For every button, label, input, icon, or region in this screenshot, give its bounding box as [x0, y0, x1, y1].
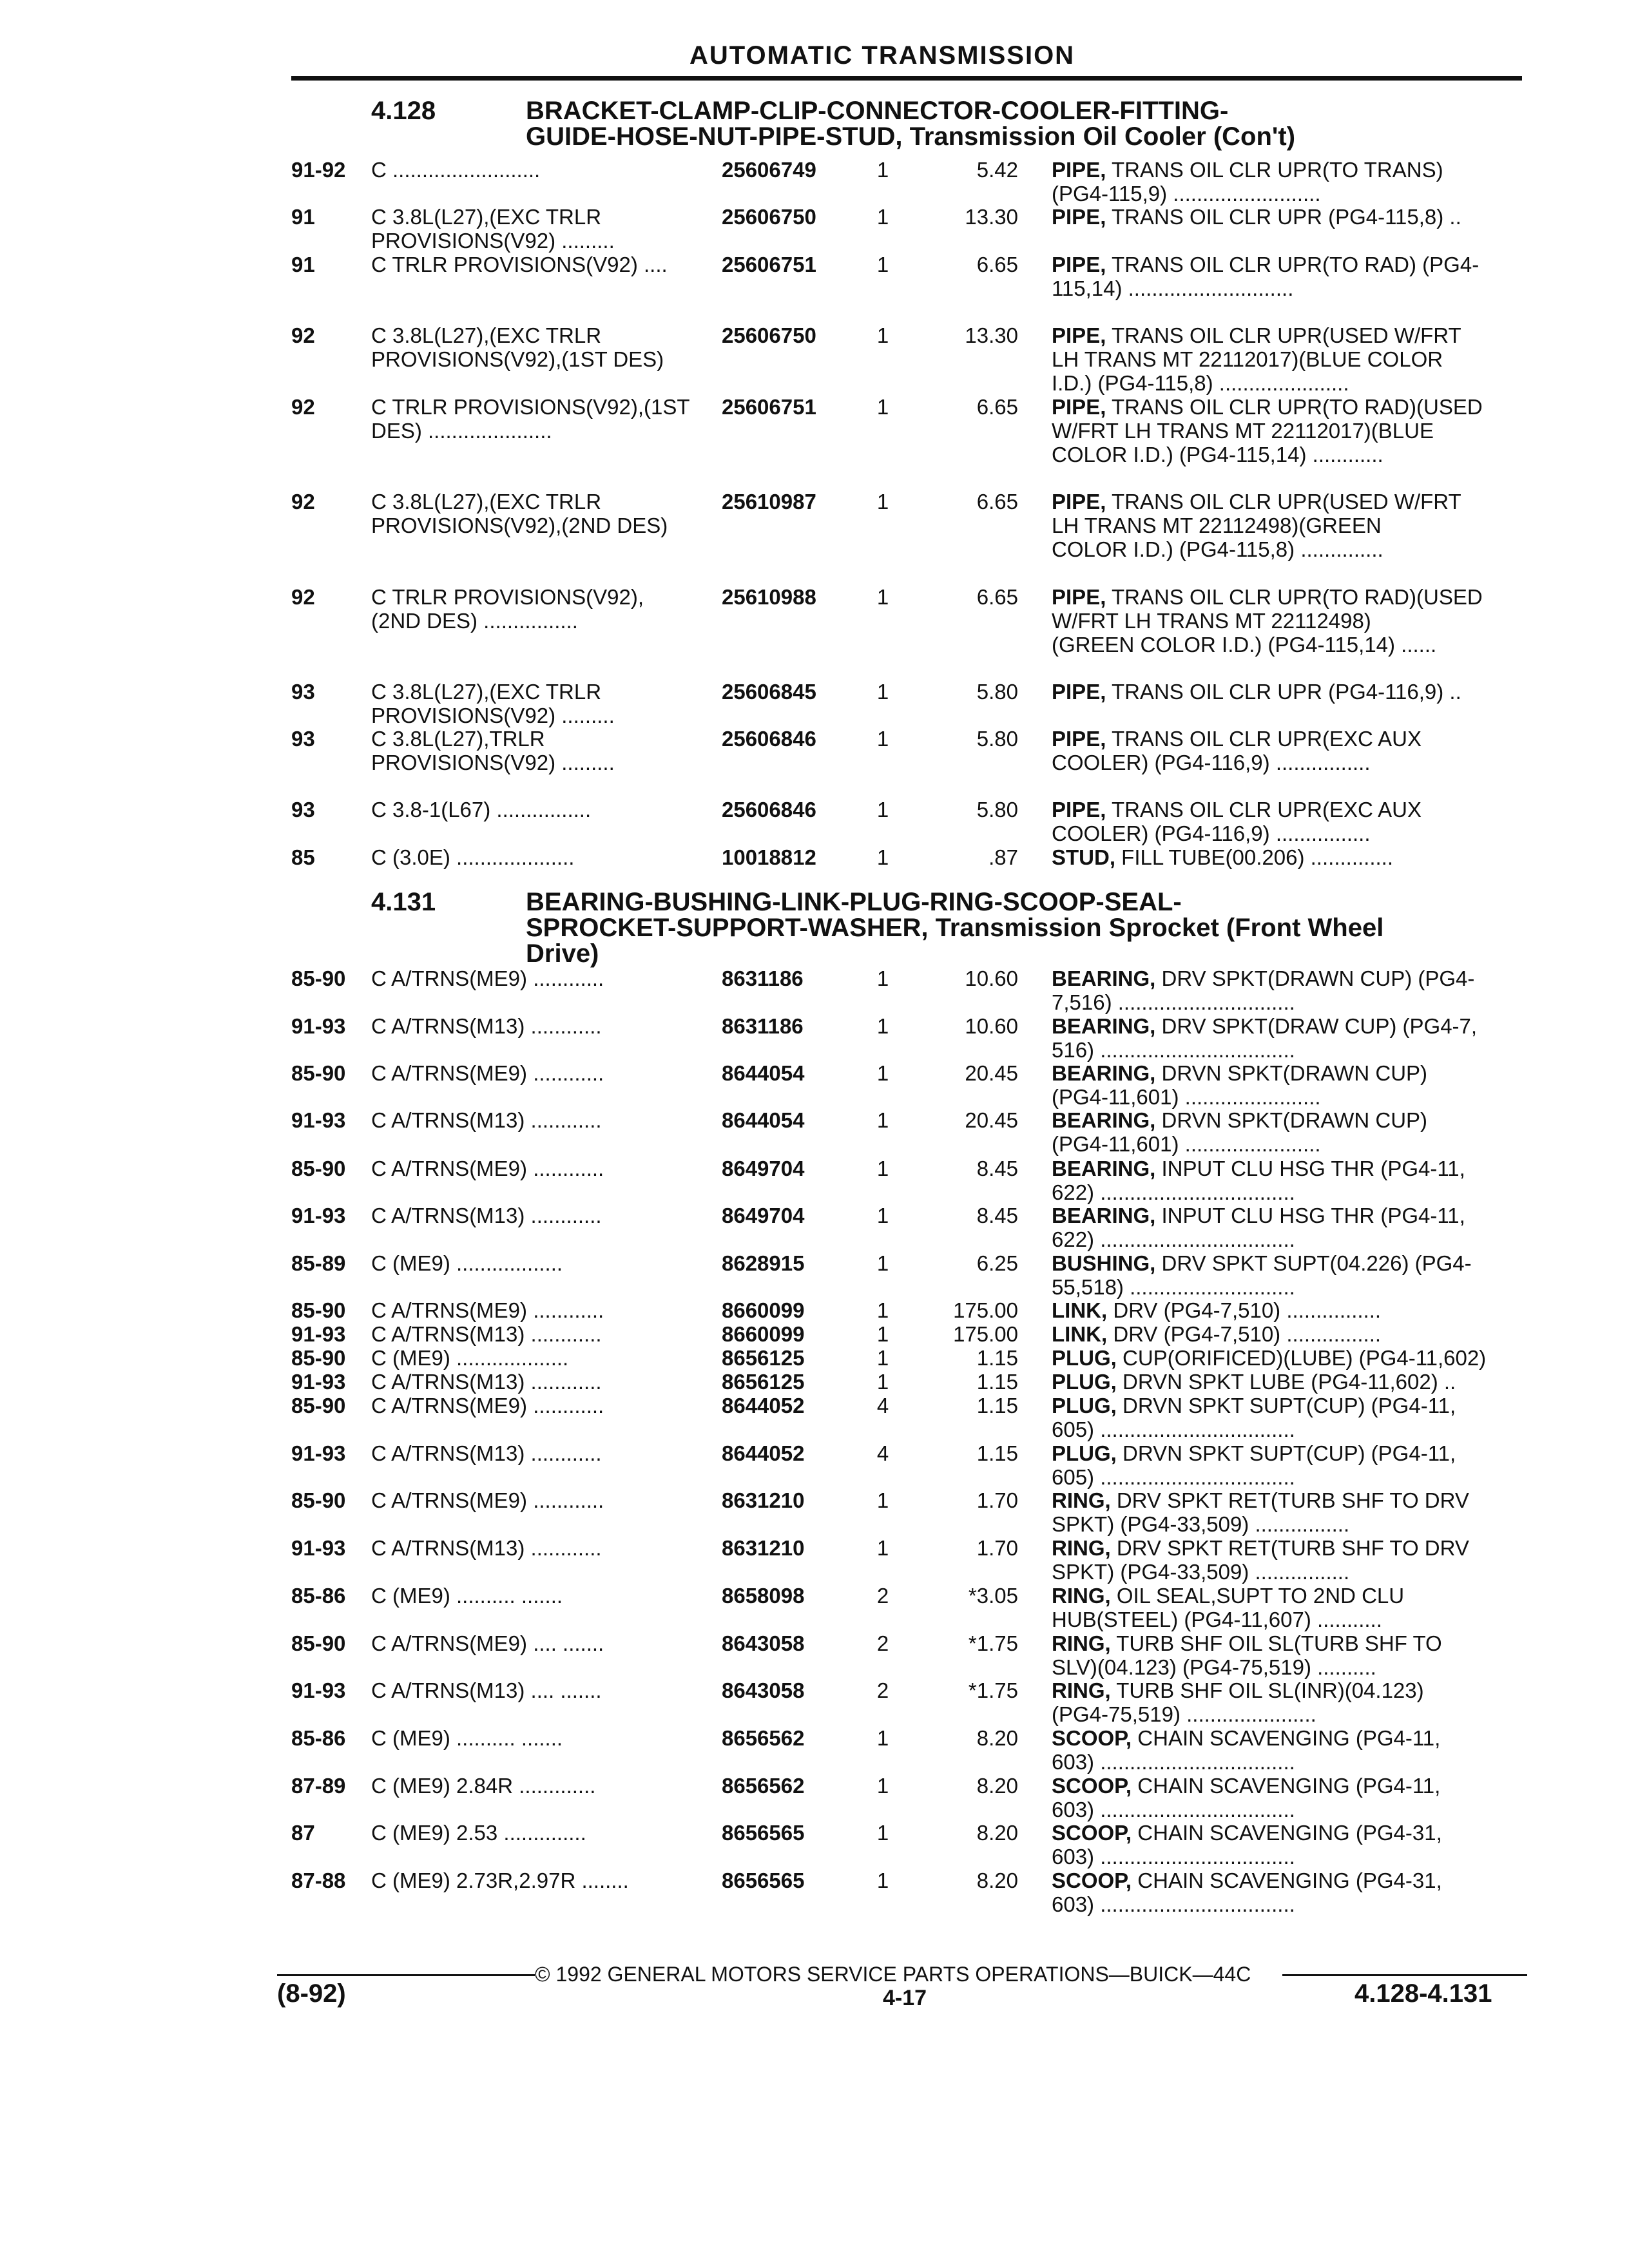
part-name: PIPE,: [1052, 395, 1106, 419]
part-number-cell: 8649704: [722, 1204, 805, 1227]
description-cell: [1052, 1061, 1516, 1109]
description-cell: [1052, 1108, 1516, 1156]
part-description: INPUT CLU HSG THR (PG4-11, 622) .................................: [1052, 1157, 1465, 1204]
part-description: CHAIN SCAVENGING (PG4-31, 603) .................................: [1052, 1821, 1442, 1869]
application-cell: C A/TRNS(M13) ............: [371, 1014, 602, 1038]
part-description: TURB SHF OIL SL(TURB SHF TO SLV)(04.123) (PG4-75,519) ..........: [1052, 1631, 1442, 1679]
description-cell: [1052, 966, 1516, 1014]
quantity-cell: 1: [876, 1322, 889, 1346]
quantity-cell: 1: [876, 323, 889, 347]
price-cell: 6.65: [976, 490, 1018, 514]
part-number-cell: 8656125: [722, 1346, 805, 1370]
description-cell: [1052, 798, 1516, 845]
price-cell: 5.80: [976, 680, 1018, 704]
description-cell: [1052, 1157, 1516, 1204]
model-year-cell: 85-86: [291, 1584, 346, 1608]
price-cell: 1.15: [976, 1394, 1018, 1418]
part-description: FILL TUBE(00.206) ..............: [1115, 845, 1393, 869]
description-cell: [1052, 1774, 1516, 1821]
price-cell: 20.45: [965, 1061, 1018, 1085]
quantity-cell: 1: [876, 845, 889, 869]
description-cell: [1052, 1014, 1516, 1062]
price-cell: 10.60: [965, 966, 1018, 990]
application-cell: C 3.8L(L27),TRLR PROVISIONS(V92) .........: [371, 727, 615, 774]
price-cell: 1.15: [976, 1346, 1018, 1370]
model-year-cell: 93: [291, 798, 315, 822]
price-cell: 13.30: [965, 205, 1018, 229]
part-description: CUP(ORIFICED)(LUBE) (PG4-11,602): [1116, 1346, 1487, 1370]
part-number-cell: 8631186: [722, 966, 804, 990]
part-name: RING,: [1052, 1678, 1111, 1702]
part-number-cell: 8656562: [722, 1774, 805, 1798]
price-cell: 1.70: [976, 1536, 1018, 1560]
part-name: PLUG,: [1052, 1370, 1117, 1394]
quantity-cell: 1: [876, 1536, 889, 1560]
price-cell: 5.80: [976, 727, 1018, 751]
part-description: DRVN SPKT(DRAWN CUP) (PG4-11,601) .......................: [1052, 1061, 1428, 1109]
part-description: TRANS OIL CLR UPR(USED W/FRT LH TRANS MT 22112017)(BLUE COLOR I.D.) (PG4-115,8) ......................: [1052, 323, 1461, 395]
description-cell: [1052, 1869, 1516, 1916]
part-name: BUSHING,: [1052, 1251, 1156, 1275]
part-description: CHAIN SCAVENGING (PG4-11, 603) .................................: [1052, 1726, 1441, 1774]
price-cell: 6.65: [976, 395, 1018, 419]
part-number-cell: 8643058: [722, 1631, 805, 1655]
price-cell: 175.00: [953, 1322, 1018, 1346]
application-cell: C (ME9) .......... .......: [371, 1726, 563, 1750]
part-number-cell: 8643058: [722, 1678, 805, 1702]
quantity-cell: 1: [876, 1157, 889, 1180]
part-name: PIPE,: [1052, 253, 1106, 276]
model-year-cell: 92: [291, 585, 315, 609]
price-cell: 8.45: [976, 1204, 1018, 1227]
description-cell: [1052, 680, 1516, 704]
model-year-cell: 93: [291, 727, 315, 751]
part-name: SCOOP,: [1052, 1869, 1132, 1892]
application-cell: C TRLR PROVISIONS(V92), (2ND DES) ................: [371, 585, 644, 633]
part-number-cell: 25606751: [722, 253, 816, 276]
description-cell: [1052, 1726, 1516, 1774]
application-cell: C A/TRNS(ME9) .... .......: [371, 1631, 604, 1655]
part-description: CHAIN SCAVENGING (PG4-31, 603) .................................: [1052, 1869, 1442, 1916]
application-cell: C (3.0E) ....................: [371, 845, 575, 869]
footer-section-range: 4.128-4.131: [1354, 1979, 1492, 2008]
part-number-cell: 8656125: [722, 1370, 805, 1394]
part-name: PIPE,: [1052, 205, 1106, 229]
quantity-cell: 1: [876, 1774, 889, 1798]
part-number-cell: 8644054: [722, 1061, 805, 1085]
part-description: INPUT CLU HSG THR (PG4-11, 622) .................................: [1052, 1204, 1465, 1251]
quantity-cell: 4: [876, 1394, 889, 1418]
application-cell: C 3.8L(L27),(EXC TRLR PROVISIONS(V92) .........: [371, 680, 615, 727]
description-cell: [1052, 1322, 1516, 1346]
quantity-cell: 1: [876, 1488, 889, 1512]
price-cell: 175.00: [953, 1298, 1018, 1322]
price-cell: 13.30: [965, 323, 1018, 347]
part-number-cell: 8628915: [722, 1251, 805, 1275]
part-number-cell: 8644054: [722, 1108, 805, 1132]
application-cell: C TRLR PROVISIONS(V92),(1ST DES) .....................: [371, 395, 690, 443]
part-name: STUD,: [1052, 845, 1115, 869]
part-name: BEARING,: [1052, 1108, 1156, 1132]
part-name: PIPE,: [1052, 323, 1106, 347]
application-cell: C A/TRNS(ME9) ............: [371, 1488, 604, 1512]
price-cell: 8.20: [976, 1774, 1018, 1798]
model-year-cell: 85: [291, 845, 315, 869]
price-cell: 8.20: [976, 1726, 1018, 1750]
application-cell: C (ME9) 2.73R,2.97R ........: [371, 1869, 629, 1892]
part-name: RING,: [1052, 1584, 1111, 1608]
part-description: CHAIN SCAVENGING (PG4-11, 603) .................................: [1052, 1774, 1441, 1821]
part-number-cell: 8656562: [722, 1726, 805, 1750]
price-cell: *1.75: [968, 1631, 1018, 1655]
application-cell: C A/TRNS(ME9) ............: [371, 1157, 604, 1180]
model-year-cell: 91: [291, 205, 315, 229]
quantity-cell: 1: [876, 1108, 889, 1132]
part-number-cell: 25610988: [722, 585, 816, 609]
quantity-cell: 1: [876, 205, 889, 229]
page-header-title: AUTOMATIC TRANSMISSION: [689, 41, 1075, 70]
part-name: PLUG,: [1052, 1441, 1117, 1465]
part-number-cell: 25606750: [722, 323, 816, 347]
quantity-cell: 1: [876, 1370, 889, 1394]
part-description: TRANS OIL CLR UPR(TO TRANS) (PG4-115,9) .........................: [1052, 158, 1443, 206]
part-description: DRV SPKT SUPT(04.226) (PG4- 55,518) ............................: [1052, 1251, 1472, 1299]
description-cell: [1052, 845, 1516, 869]
model-year-cell: 91-93: [291, 1204, 346, 1227]
part-name: RING,: [1052, 1631, 1111, 1655]
application-cell: C 3.8-1(L67) ................: [371, 798, 592, 822]
part-description: DRV SPKT RET(TURB SHF TO DRV SPKT) (PG4-33,509) ................: [1052, 1488, 1469, 1536]
model-year-cell: 92: [291, 323, 315, 347]
quantity-cell: 2: [876, 1678, 889, 1702]
model-year-cell: 85-89: [291, 1251, 346, 1275]
quantity-cell: 1: [876, 1061, 889, 1085]
part-description: DRVN SPKT SUPT(CUP) (PG4-11, 605) .................................: [1052, 1441, 1456, 1489]
application-cell: C A/TRNS(M13) ............: [371, 1441, 602, 1465]
model-year-cell: 85-90: [291, 1394, 346, 1418]
price-cell: 6.25: [976, 1251, 1018, 1275]
model-year-cell: 91: [291, 253, 315, 276]
part-description: TRANS OIL CLR UPR(EXC AUX COOLER) (PG4-116,9) ................: [1052, 727, 1422, 774]
part-number-cell: 25606845: [722, 680, 816, 704]
part-name: PIPE,: [1052, 585, 1106, 609]
part-description: DRV SPKT(DRAWN CUP) (PG4- 7,516) ..............................: [1052, 966, 1475, 1014]
price-cell: 5.80: [976, 798, 1018, 822]
part-description: DRV SPKT RET(TURB SHF TO DRV SPKT) (PG4-33,509) ................: [1052, 1536, 1469, 1584]
part-number-cell: 25606750: [722, 205, 816, 229]
quantity-cell: 1: [876, 395, 889, 419]
description-cell: [1052, 1821, 1516, 1869]
part-name: RING,: [1052, 1536, 1111, 1560]
application-cell: C A/TRNS(ME9) ............: [371, 1394, 604, 1418]
part-name: PLUG,: [1052, 1394, 1117, 1418]
model-year-cell: 91-93: [291, 1536, 346, 1560]
quantity-cell: 1: [876, 1204, 889, 1227]
quantity-cell: 1: [876, 1014, 889, 1038]
part-number-cell: 25606751: [722, 395, 816, 419]
part-number-cell: 8658098: [722, 1584, 805, 1608]
application-cell: C (ME9) 2.84R .............: [371, 1774, 596, 1798]
application-cell: C .........................: [371, 158, 541, 182]
description-cell: [1052, 727, 1516, 774]
quantity-cell: 1: [876, 680, 889, 704]
description-cell: [1052, 1631, 1516, 1679]
part-name: PLUG,: [1052, 1346, 1117, 1370]
footer-date: (8-92): [277, 1979, 346, 2008]
application-cell: C A/TRNS(ME9) ............: [371, 1061, 604, 1085]
price-cell: 1.70: [976, 1488, 1018, 1512]
part-description: DRVN SPKT LUBE (PG4-11,602) ..: [1116, 1370, 1456, 1394]
description-cell: [1052, 1488, 1516, 1536]
application-cell: C (ME9) 2.53 ..............: [371, 1821, 586, 1845]
price-cell: 1.15: [976, 1441, 1018, 1465]
price-cell: 1.15: [976, 1370, 1018, 1394]
quantity-cell: 2: [876, 1631, 889, 1655]
description-cell: [1052, 395, 1516, 466]
quantity-cell: 1: [876, 798, 889, 822]
model-year-cell: 85-90: [291, 1061, 346, 1085]
part-number-cell: 8660099: [722, 1322, 805, 1346]
application-cell: C A/TRNS(ME9) ............: [371, 1298, 604, 1322]
part-description: TRANS OIL CLR UPR (PG4-115,8) ..: [1106, 205, 1461, 229]
quantity-cell: 1: [876, 1251, 889, 1275]
application-cell: C A/TRNS(M13) ............: [371, 1204, 602, 1227]
part-number-cell: 8644052: [722, 1441, 805, 1465]
quantity-cell: 1: [876, 1726, 889, 1750]
part-description: TURB SHF OIL SL(INR)(04.123) (PG4-75,519) ......................: [1052, 1678, 1424, 1726]
price-cell: 8.20: [976, 1821, 1018, 1845]
footer-page-number: 4-17: [883, 1986, 927, 2010]
part-number-cell: 25606846: [722, 727, 816, 751]
part-number-cell: 8649704: [722, 1157, 805, 1180]
part-number-cell: 8660099: [722, 1298, 805, 1322]
part-name: BEARING,: [1052, 1157, 1156, 1180]
description-cell: [1052, 1678, 1516, 1726]
description-cell: [1052, 1370, 1516, 1394]
description-cell: [1052, 1536, 1516, 1584]
model-year-cell: 91-92: [291, 158, 346, 182]
application-cell: C A/TRNS(ME9) ............: [371, 966, 604, 990]
description-cell: [1052, 205, 1516, 229]
price-cell: 20.45: [965, 1108, 1018, 1132]
model-year-cell: 87-89: [291, 1774, 346, 1798]
price-cell: 6.65: [976, 253, 1018, 276]
section-number: 4.131: [371, 888, 436, 916]
quantity-cell: 1: [876, 727, 889, 751]
quantity-cell: 1: [876, 1346, 889, 1370]
model-year-cell: 92: [291, 490, 315, 514]
model-year-cell: 91-93: [291, 1108, 346, 1132]
description-cell: [1052, 1394, 1516, 1441]
part-description: TRANS OIL CLR UPR(USED W/FRT LH TRANS MT 22112498)(GREEN COLOR I.D.) (PG4-115,8) ..............: [1052, 490, 1461, 561]
quantity-cell: 1: [876, 490, 889, 514]
part-description: DRV (PG4-7,510) ................: [1107, 1298, 1382, 1322]
application-cell: C (ME9) .......... .......: [371, 1584, 563, 1608]
part-description: TRANS OIL CLR UPR(TO RAD) (PG4- 115,14) ............................: [1052, 253, 1480, 300]
quantity-cell: 1: [876, 585, 889, 609]
model-year-cell: 91-93: [291, 1370, 346, 1394]
model-year-cell: 93: [291, 680, 315, 704]
description-cell: [1052, 158, 1516, 206]
footer-rule-right: [1282, 1974, 1527, 1976]
model-year-cell: 91-93: [291, 1014, 346, 1038]
header-rule: [291, 76, 1522, 81]
price-cell: 8.45: [976, 1157, 1018, 1180]
description-cell: [1052, 1584, 1516, 1631]
part-name: PIPE,: [1052, 158, 1106, 182]
application-cell: C A/TRNS(M13) ............: [371, 1536, 602, 1560]
application-cell: C A/TRNS(M13) .... .......: [371, 1678, 602, 1702]
application-cell: C A/TRNS(M13) ............: [371, 1322, 602, 1346]
model-year-cell: 91-93: [291, 1441, 346, 1465]
description-cell: [1052, 1441, 1516, 1489]
quantity-cell: 4: [876, 1441, 889, 1465]
part-description: DRV SPKT(DRAW CUP) (PG4-7, 516) .................................: [1052, 1014, 1478, 1062]
part-name: PIPE,: [1052, 727, 1106, 751]
description-cell: [1052, 1298, 1516, 1322]
part-name: BEARING,: [1052, 1014, 1156, 1038]
model-year-cell: 85-90: [291, 1346, 346, 1370]
part-number-cell: 8656565: [722, 1821, 805, 1845]
part-name: PIPE,: [1052, 490, 1106, 514]
application-cell: C 3.8L(L27),(EXC TRLR PROVISIONS(V92) .........: [371, 205, 615, 253]
price-cell: *1.75: [968, 1678, 1018, 1702]
part-description: DRVN SPKT SUPT(CUP) (PG4-11, 605) .................................: [1052, 1394, 1456, 1441]
application-cell: C 3.8L(L27),(EXC TRLR PROVISIONS(V92),(2ND DES): [371, 490, 668, 537]
part-number-cell: 8631210: [722, 1488, 805, 1512]
part-description: OIL SEAL,SUPT TO 2ND CLU HUB(STEEL) (PG4-11,607) ...........: [1052, 1584, 1405, 1631]
price-cell: .87: [988, 845, 1018, 869]
price-cell: 5.42: [976, 158, 1018, 182]
description-cell: [1052, 253, 1516, 300]
description-cell: [1052, 1346, 1516, 1370]
model-year-cell: 85-90: [291, 1157, 346, 1180]
model-year-cell: 87: [291, 1821, 315, 1845]
part-name: PIPE,: [1052, 798, 1106, 822]
part-name: BEARING,: [1052, 1061, 1156, 1085]
quantity-cell: 1: [876, 253, 889, 276]
part-name: BEARING,: [1052, 966, 1156, 990]
model-year-cell: 85-90: [291, 1298, 346, 1322]
part-description: TRANS OIL CLR UPR (PG4-116,9) ..: [1106, 680, 1461, 704]
application-cell: C 3.8L(L27),(EXC TRLR PROVISIONS(V92),(1ST DES): [371, 323, 664, 371]
section-title: BRACKET-CLAMP-CLIP-CONNECTOR-COOLER-FITTING- GUIDE-HOSE-NUT-PIPE-STUD, Transmission Oil Cooler (Con't): [526, 97, 1296, 151]
part-name: BEARING,: [1052, 1204, 1156, 1227]
part-name: LINK,: [1052, 1298, 1108, 1322]
model-year-cell: 85-90: [291, 1631, 346, 1655]
part-number-cell: 8631210: [722, 1536, 805, 1560]
description-cell: [1052, 1204, 1516, 1251]
quantity-cell: 1: [876, 158, 889, 182]
part-description: TRANS OIL CLR UPR(TO RAD)(USED W/FRT LH TRANS MT 22112498) (GREEN COLOR I.D.) (PG4-115,14) ......: [1052, 585, 1483, 657]
application-cell: C (ME9) ..................: [371, 1251, 563, 1275]
model-year-cell: 92: [291, 395, 315, 419]
description-cell: [1052, 1251, 1516, 1299]
part-number-cell: 8656565: [722, 1869, 805, 1892]
model-year-cell: 85-90: [291, 1488, 346, 1512]
part-name: SCOOP,: [1052, 1726, 1132, 1750]
part-number-cell: 8644052: [722, 1394, 805, 1418]
model-year-cell: 91-93: [291, 1322, 346, 1346]
quantity-cell: 2: [876, 1584, 889, 1608]
footer-rule-left: [277, 1974, 535, 1976]
model-year-cell: 91-93: [291, 1678, 346, 1702]
quantity-cell: 1: [876, 1298, 889, 1322]
part-name: SCOOP,: [1052, 1821, 1132, 1845]
section-number: 4.128: [371, 97, 436, 125]
part-number-cell: 10018812: [722, 845, 816, 869]
model-year-cell: 85-86: [291, 1726, 346, 1750]
application-cell: C (ME9) ...................: [371, 1346, 569, 1370]
price-cell: 10.60: [965, 1014, 1018, 1038]
price-cell: 8.20: [976, 1869, 1018, 1892]
price-cell: *3.05: [968, 1584, 1018, 1608]
application-cell: C TRLR PROVISIONS(V92) ....: [371, 253, 668, 276]
description-cell: [1052, 490, 1516, 561]
part-description: TRANS OIL CLR UPR(TO RAD)(USED W/FRT LH TRANS MT 22112017)(BLUE COLOR I.D.) (PG4-115,14) ............: [1052, 395, 1483, 466]
section-title: BEARING-BUSHING-LINK-PLUG-RING-SCOOP-SEAL- SPROCKET-SUPPORT-WASHER, Transmission Sprocket (Front Wheel Drive): [526, 888, 1384, 968]
part-number-cell: 25610987: [722, 490, 816, 514]
part-number-cell: 25606846: [722, 798, 816, 822]
description-cell: [1052, 323, 1516, 395]
part-description: DRV (PG4-7,510) ................: [1107, 1322, 1382, 1346]
description-cell: [1052, 585, 1516, 657]
quantity-cell: 1: [876, 1821, 889, 1845]
price-cell: 6.65: [976, 585, 1018, 609]
part-name: PIPE,: [1052, 680, 1106, 704]
quantity-cell: 1: [876, 966, 889, 990]
footer-copyright: © 1992 GENERAL MOTORS SERVICE PARTS OPERATIONS—BUICK—44C: [535, 1963, 1251, 1986]
part-name: LINK,: [1052, 1322, 1108, 1346]
quantity-cell: 1: [876, 1869, 889, 1892]
part-name: SCOOP,: [1052, 1774, 1132, 1798]
part-number-cell: 8631186: [722, 1014, 804, 1038]
model-year-cell: 87-88: [291, 1869, 346, 1892]
part-description: DRVN SPKT(DRAWN CUP) (PG4-11,601) .......................: [1052, 1108, 1428, 1156]
application-cell: C A/TRNS(M13) ............: [371, 1108, 602, 1132]
model-year-cell: 85-90: [291, 966, 346, 990]
part-name: RING,: [1052, 1488, 1111, 1512]
part-description: TRANS OIL CLR UPR(EXC AUX COOLER) (PG4-116,9) ................: [1052, 798, 1422, 845]
part-number-cell: 25606749: [722, 158, 816, 182]
application-cell: C A/TRNS(M13) ............: [371, 1370, 602, 1394]
